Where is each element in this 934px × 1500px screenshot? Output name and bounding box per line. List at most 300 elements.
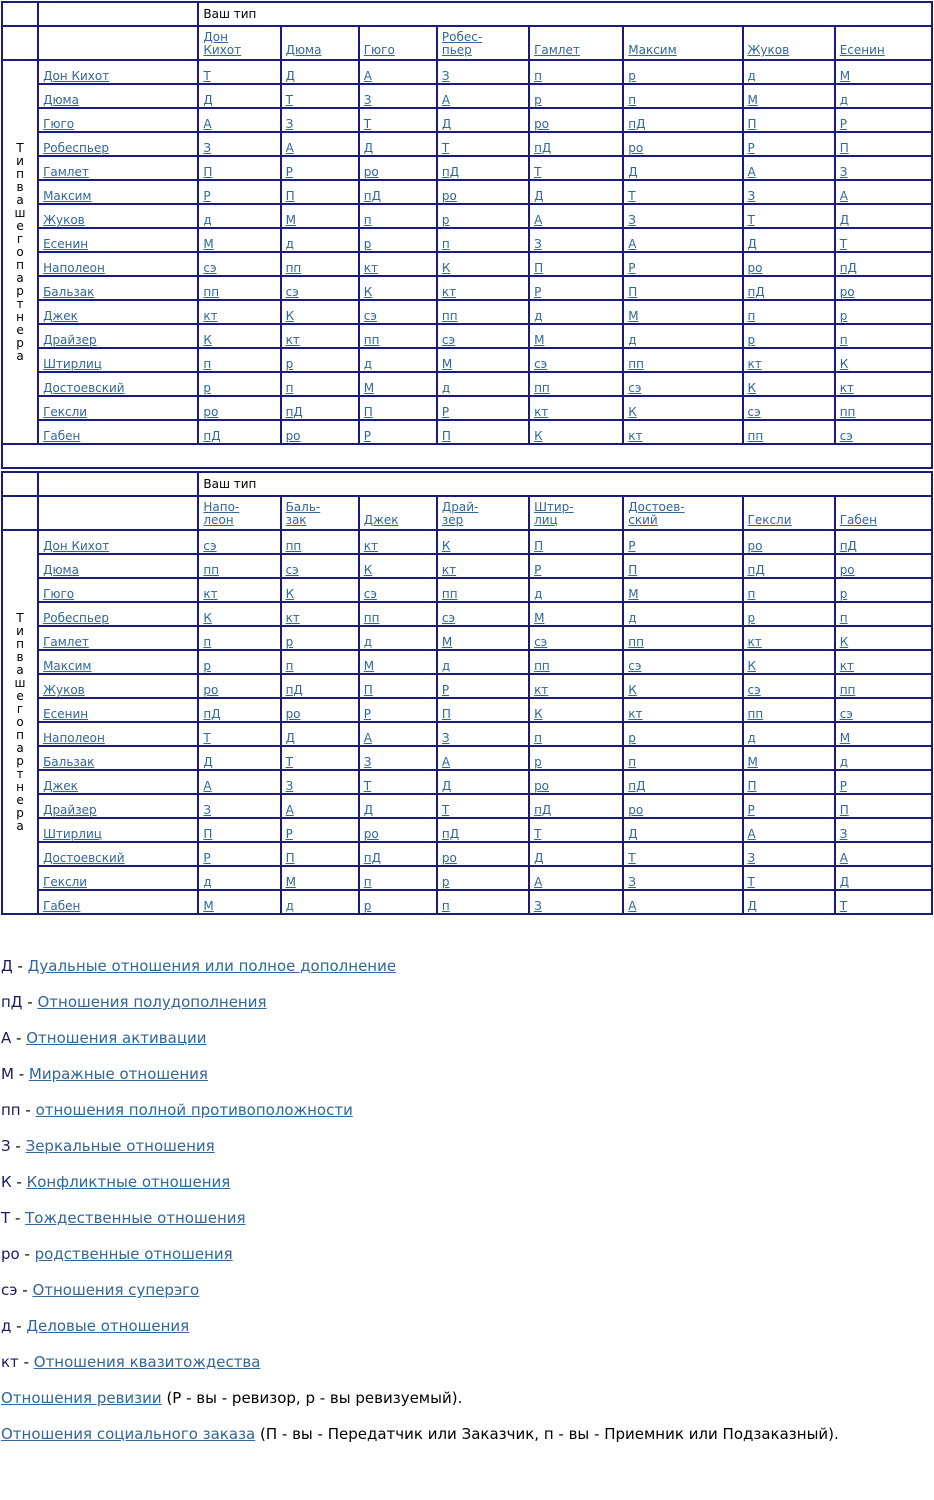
relation-link[interactable]: д	[441, 381, 451, 395]
relation-link[interactable]: ро	[628, 141, 644, 155]
relation-link[interactable]: ро	[441, 851, 457, 865]
relation-link[interactable]: Р	[628, 261, 636, 275]
legend-link[interactable]: Зеркальные отношения	[25, 1137, 215, 1155]
column-header-link[interactable]: Драй- зер	[441, 500, 479, 527]
relation-link[interactable]: пп	[628, 635, 644, 649]
relation-link[interactable]: М	[285, 875, 296, 889]
column-header-link[interactable]: Максим	[628, 43, 677, 57]
relation-link[interactable]: З	[363, 93, 372, 107]
relation-link[interactable]: З	[628, 875, 636, 889]
row-header-link[interactable]: Гюго	[43, 587, 75, 601]
relation-link[interactable]: Т	[363, 779, 372, 793]
relation-link[interactable]: А	[628, 899, 637, 913]
relation-link[interactable]: Т	[628, 189, 636, 203]
relation-link[interactable]: д	[628, 611, 637, 625]
relation-link[interactable]: П	[747, 117, 757, 131]
relation-link[interactable]: М	[839, 69, 851, 83]
row-header-link[interactable]: Жуков	[43, 213, 85, 227]
relation-link[interactable]: пД	[839, 261, 857, 275]
relation-link[interactable]: д	[839, 755, 848, 769]
relation-link[interactable]: М	[747, 93, 758, 107]
row-header-link[interactable]: Драйзер	[43, 333, 97, 347]
relation-link[interactable]: Т	[441, 141, 450, 155]
relation-link[interactable]: К	[839, 635, 849, 649]
relation-link[interactable]: пД	[203, 707, 221, 721]
relation-link[interactable]: Т	[747, 875, 755, 889]
relation-link[interactable]: пД	[285, 683, 303, 697]
relation-link[interactable]: сэ	[534, 635, 548, 649]
relation-link[interactable]: М	[441, 635, 453, 649]
relation-link[interactable]: р	[839, 587, 848, 601]
relation-link[interactable]: Д	[628, 165, 638, 179]
relation-link[interactable]: К	[203, 333, 212, 347]
relation-link[interactable]: пп	[534, 381, 550, 395]
relation-link[interactable]: сэ	[203, 539, 217, 553]
relation-link[interactable]: п	[628, 93, 637, 107]
relation-link[interactable]: пп	[203, 563, 220, 577]
relation-link[interactable]: Д	[534, 851, 544, 865]
relation-link[interactable]: А	[363, 69, 372, 83]
relation-link[interactable]: Р	[203, 851, 211, 865]
relation-link[interactable]: пД	[628, 779, 646, 793]
relation-link[interactable]: Р	[534, 563, 542, 577]
row-header-link[interactable]: Жуков	[43, 683, 85, 697]
relation-link[interactable]: п	[628, 755, 637, 769]
relation-link[interactable]: А	[363, 731, 372, 745]
relation-link[interactable]: П	[628, 563, 638, 577]
row-header-link[interactable]: Наполеон	[43, 261, 105, 275]
relation-link[interactable]: пД	[747, 285, 765, 299]
relation-link[interactable]: Т	[628, 851, 636, 865]
relation-link[interactable]: Т	[747, 213, 755, 227]
relation-link[interactable]: К	[628, 683, 637, 697]
relation-link[interactable]: Р	[441, 683, 450, 697]
relation-link[interactable]: п	[534, 731, 542, 745]
relation-link[interactable]: Т	[839, 237, 848, 251]
relation-link[interactable]: Р	[203, 189, 211, 203]
relation-link[interactable]: ро	[839, 563, 855, 577]
relation-link[interactable]: Р	[441, 405, 450, 419]
relation-link[interactable]: К	[747, 659, 757, 673]
relation-link[interactable]: К	[534, 429, 543, 443]
relation-link[interactable]: п	[203, 357, 212, 371]
relation-link[interactable]: М	[628, 309, 639, 323]
relation-link[interactable]: З	[441, 731, 450, 745]
relation-link[interactable]: А	[628, 237, 637, 251]
row-header-link[interactable]: Бальзак	[43, 285, 95, 299]
row-header-link[interactable]: Есенин	[43, 237, 89, 251]
relation-link[interactable]: К	[839, 357, 849, 371]
relation-link[interactable]: д	[747, 69, 756, 83]
row-header-link[interactable]: Бальзак	[43, 755, 95, 769]
relation-link[interactable]: З	[839, 827, 848, 841]
relation-link[interactable]: М	[285, 213, 296, 227]
relation-link[interactable]: Р	[363, 707, 371, 721]
relation-link[interactable]: П	[628, 285, 638, 299]
relation-link[interactable]: кт	[203, 587, 218, 601]
relation-link[interactable]: Д	[285, 731, 295, 745]
relation-link[interactable]: п	[839, 611, 848, 625]
legend-link[interactable]: Деловые отношения	[26, 1317, 190, 1335]
relation-link[interactable]: З	[534, 899, 542, 913]
relation-link[interactable]: П	[363, 683, 373, 697]
relation-link[interactable]: ро	[285, 707, 301, 721]
relation-link[interactable]: д	[363, 357, 373, 371]
relation-link[interactable]: сэ	[839, 707, 853, 721]
relation-link[interactable]: д	[363, 635, 373, 649]
relation-link[interactable]: Т	[363, 117, 372, 131]
legend-link[interactable]: родственные отношения	[34, 1245, 233, 1263]
relation-link[interactable]: д	[203, 875, 212, 889]
relation-link[interactable]: Д	[839, 875, 850, 889]
column-header-link[interactable]: Есенин	[839, 43, 885, 57]
relation-link[interactable]: р	[534, 755, 542, 769]
relation-link[interactable]: п	[534, 69, 542, 83]
relation-link[interactable]: К	[441, 539, 451, 553]
relation-link[interactable]: П	[534, 261, 544, 275]
relation-link[interactable]: Т	[203, 69, 211, 83]
relation-link[interactable]: сэ	[534, 357, 548, 371]
relation-link[interactable]: Т	[203, 731, 211, 745]
legend-link[interactable]: Отношения активации	[26, 1029, 207, 1047]
relation-link[interactable]: ро	[747, 261, 763, 275]
relation-link[interactable]: кт	[747, 357, 762, 371]
relation-link[interactable]: М	[628, 587, 639, 601]
column-header-link[interactable]: Напо- леон	[203, 500, 240, 527]
relation-link[interactable]: кт	[534, 405, 549, 419]
relation-link[interactable]: З	[363, 755, 372, 769]
relation-link[interactable]: кт	[839, 659, 854, 673]
relation-link[interactable]: М	[363, 381, 375, 395]
relation-link[interactable]: ро	[285, 429, 301, 443]
relation-link[interactable]: Д	[203, 755, 213, 769]
relation-link[interactable]: пп	[747, 707, 764, 721]
relation-link[interactable]: сэ	[628, 659, 642, 673]
relation-link[interactable]: П	[285, 189, 295, 203]
relation-link[interactable]: К	[628, 405, 637, 419]
row-header-link[interactable]: Максим	[43, 659, 92, 673]
relation-link[interactable]: кт	[628, 707, 643, 721]
relation-link[interactable]: П	[363, 405, 373, 419]
relation-link[interactable]: П	[839, 141, 849, 155]
relation-link[interactable]: кт	[441, 563, 457, 577]
relation-link[interactable]: Д	[363, 141, 374, 155]
row-header-link[interactable]: Дюма	[43, 93, 79, 107]
relation-link[interactable]: Т	[534, 827, 542, 841]
row-header-link[interactable]: Гексли	[43, 875, 88, 889]
relation-link[interactable]: З	[747, 851, 756, 865]
relation-link[interactable]: З	[203, 803, 212, 817]
relation-link[interactable]: ро	[628, 803, 644, 817]
relation-link[interactable]: Р	[534, 285, 542, 299]
relation-link[interactable]: пп	[839, 405, 856, 419]
column-header-link[interactable]: Достоев- ский	[628, 500, 685, 527]
relation-link[interactable]: кт	[285, 611, 300, 625]
relation-link[interactable]: п	[441, 899, 450, 913]
row-header-link[interactable]: Робеспьер	[43, 141, 109, 155]
relation-link[interactable]: ро	[747, 539, 763, 553]
relation-link[interactable]: кт	[285, 333, 300, 347]
relation-link[interactable]: п	[363, 875, 372, 889]
relation-link[interactable]: А	[203, 117, 212, 131]
relation-link[interactable]: А	[203, 779, 212, 793]
relation-link[interactable]: д	[628, 333, 637, 347]
relation-link[interactable]: З	[628, 213, 636, 227]
row-header-link[interactable]: Дон Кихот	[43, 69, 110, 83]
relation-link[interactable]: П	[747, 779, 757, 793]
legend-link[interactable]: Отношения квазитождества	[33, 1353, 261, 1371]
relation-link[interactable]: кт	[747, 635, 762, 649]
social-order-note-link[interactable]: Отношения социального заказа	[1, 1425, 256, 1443]
relation-link[interactable]: А	[534, 875, 543, 889]
relation-link[interactable]: д	[285, 237, 294, 251]
relation-link[interactable]: Д	[628, 827, 638, 841]
relation-link[interactable]: пД	[203, 429, 221, 443]
relation-link[interactable]: К	[747, 381, 757, 395]
relation-link[interactable]: ро	[363, 165, 379, 179]
legend-link[interactable]: Конфликтные отношения	[26, 1173, 231, 1191]
relation-link[interactable]: пД	[363, 189, 381, 203]
relation-link[interactable]: п	[441, 237, 450, 251]
relation-link[interactable]: кт	[363, 261, 378, 275]
relation-link[interactable]: пп	[747, 429, 764, 443]
column-header-link[interactable]: Гамлет	[534, 43, 580, 57]
row-header-link[interactable]: Достоевский	[43, 381, 125, 395]
relation-link[interactable]: пп	[285, 261, 302, 275]
relation-link[interactable]: д	[203, 213, 212, 227]
relation-link[interactable]: п	[747, 309, 756, 323]
relation-link[interactable]: К	[203, 611, 212, 625]
relation-link[interactable]: М	[441, 357, 453, 371]
relation-link[interactable]: М	[534, 333, 545, 347]
relation-link[interactable]: пД	[628, 117, 646, 131]
relation-link[interactable]: р	[441, 875, 450, 889]
relation-link[interactable]: К	[441, 261, 451, 275]
row-header-link[interactable]: Штирлиц	[43, 357, 102, 371]
relation-link[interactable]: А	[441, 93, 451, 107]
relation-link[interactable]: р	[285, 357, 294, 371]
legend-link[interactable]: Отношения полудополнения	[37, 993, 267, 1011]
row-header-link[interactable]: Штирлиц	[43, 827, 102, 841]
relation-link[interactable]: П	[203, 165, 213, 179]
relation-link[interactable]: М	[203, 237, 214, 251]
relation-link[interactable]: д	[747, 731, 756, 745]
relation-link[interactable]: Р	[628, 539, 636, 553]
relation-link[interactable]: сэ	[839, 429, 853, 443]
row-header-link[interactable]: Дон Кихот	[43, 539, 110, 553]
relation-link[interactable]: р	[203, 381, 212, 395]
relation-link[interactable]: А	[747, 165, 756, 179]
relation-link[interactable]: М	[534, 611, 545, 625]
relation-link[interactable]: П	[839, 803, 849, 817]
relation-link[interactable]: кт	[839, 381, 854, 395]
relation-link[interactable]: Т	[534, 165, 542, 179]
relation-link[interactable]: П	[534, 539, 544, 553]
relation-link[interactable]: К	[285, 309, 295, 323]
relation-link[interactable]: пп	[441, 587, 458, 601]
relation-link[interactable]: кт	[534, 683, 549, 697]
relation-link[interactable]: М	[203, 899, 214, 913]
row-header-link[interactable]: Достоевский	[43, 851, 125, 865]
relation-link[interactable]: сэ	[441, 333, 456, 347]
relation-link[interactable]: П	[441, 707, 451, 721]
relation-link[interactable]: Д	[747, 899, 757, 913]
revision-note-link[interactable]: Отношения ревизии	[1, 1389, 162, 1407]
relation-link[interactable]: сэ	[628, 381, 642, 395]
relation-link[interactable]: пп	[534, 659, 550, 673]
row-header-link[interactable]: Гамлет	[43, 635, 89, 649]
relation-link[interactable]: З	[441, 69, 450, 83]
relation-link[interactable]: сэ	[363, 309, 377, 323]
relation-link[interactable]: А	[839, 851, 848, 865]
relation-link[interactable]: р	[363, 899, 372, 913]
relation-link[interactable]: А	[534, 213, 543, 227]
row-header-link[interactable]: Джек	[43, 779, 78, 793]
relation-link[interactable]: сэ	[285, 285, 299, 299]
relation-link[interactable]: Д	[363, 803, 374, 817]
row-header-link[interactable]: Максим	[43, 189, 92, 203]
relation-link[interactable]: З	[285, 779, 294, 793]
relation-link[interactable]: п	[285, 659, 294, 673]
relation-link[interactable]: пп	[285, 539, 302, 553]
relation-link[interactable]: А	[839, 189, 848, 203]
relation-link[interactable]: Д	[839, 213, 850, 227]
relation-link[interactable]: п	[747, 587, 756, 601]
relation-link[interactable]: Р	[839, 117, 847, 131]
relation-link[interactable]: П	[285, 851, 295, 865]
relation-link[interactable]: р	[747, 611, 756, 625]
relation-link[interactable]: ро	[441, 189, 457, 203]
relation-link[interactable]: З	[839, 165, 848, 179]
relation-link[interactable]: К	[363, 285, 373, 299]
relation-link[interactable]: Т	[285, 755, 293, 769]
row-header-link[interactable]: Наполеон	[43, 731, 105, 745]
relation-link[interactable]: р	[534, 93, 542, 107]
relation-link[interactable]: р	[441, 213, 450, 227]
relation-link[interactable]: кт	[363, 539, 378, 553]
relation-link[interactable]: М	[363, 659, 375, 673]
relation-link[interactable]: пп	[628, 357, 644, 371]
relation-link[interactable]: К	[285, 587, 295, 601]
relation-link[interactable]: Д	[441, 117, 452, 131]
relation-link[interactable]: р	[203, 659, 212, 673]
relation-link[interactable]: пп	[363, 611, 380, 625]
legend-link[interactable]: Тождественные отношения	[25, 1209, 246, 1227]
relation-link[interactable]: п	[203, 635, 212, 649]
legend-link[interactable]: отношения полной противоположности	[35, 1101, 353, 1119]
relation-link[interactable]: сэ	[747, 405, 761, 419]
relation-link[interactable]: кт	[441, 285, 457, 299]
relation-link[interactable]: ро	[363, 827, 379, 841]
relation-link[interactable]: п	[839, 333, 848, 347]
legend-link[interactable]: Отношения суперэго	[32, 1281, 200, 1299]
relation-link[interactable]: Д	[747, 237, 757, 251]
relation-link[interactable]: Р	[747, 803, 755, 817]
relation-link[interactable]: З	[203, 141, 212, 155]
column-header-link[interactable]: Гексли	[747, 513, 792, 527]
relation-link[interactable]: р	[628, 731, 636, 745]
relation-link[interactable]: пД	[441, 165, 460, 179]
relation-link[interactable]: р	[747, 333, 756, 347]
relation-link[interactable]: Т	[285, 93, 293, 107]
relation-link[interactable]: пД	[363, 851, 381, 865]
relation-link[interactable]: М	[839, 731, 851, 745]
relation-link[interactable]: п	[285, 381, 294, 395]
relation-link[interactable]: сэ	[747, 683, 761, 697]
relation-link[interactable]: Д	[534, 189, 544, 203]
relation-link[interactable]: А	[441, 755, 451, 769]
relation-link[interactable]: д	[839, 93, 848, 107]
row-header-link[interactable]: Есенин	[43, 707, 89, 721]
column-header-link[interactable]: Робес- пьер	[441, 30, 483, 57]
relation-link[interactable]: ро	[534, 117, 550, 131]
column-header-link[interactable]: Штир- лиц	[534, 500, 574, 527]
column-header-link[interactable]: Баль- зак	[285, 500, 321, 527]
relation-link[interactable]: сэ	[285, 563, 299, 577]
relation-link[interactable]: д	[441, 659, 451, 673]
relation-link[interactable]: ро	[839, 285, 855, 299]
row-header-link[interactable]: Габен	[43, 899, 81, 913]
relation-link[interactable]: ро	[534, 779, 550, 793]
column-header-link[interactable]: Дон Кихот	[203, 30, 242, 57]
relation-link[interactable]: кт	[203, 309, 218, 323]
row-header-link[interactable]: Робеспьер	[43, 611, 109, 625]
relation-link[interactable]: пп	[441, 309, 458, 323]
relation-link[interactable]: р	[628, 69, 636, 83]
row-header-link[interactable]: Габен	[43, 429, 81, 443]
relation-link[interactable]: пД	[534, 803, 552, 817]
legend-link[interactable]: Миражные отношения	[28, 1065, 208, 1083]
column-header-link[interactable]: Габен	[839, 513, 877, 527]
relation-link[interactable]: Д	[441, 779, 452, 793]
relation-link[interactable]: сэ	[441, 611, 456, 625]
relation-link[interactable]: К	[363, 563, 373, 577]
relation-link[interactable]: п	[363, 213, 372, 227]
row-header-link[interactable]: Драйзер	[43, 803, 97, 817]
relation-link[interactable]: д	[534, 309, 543, 323]
relation-link[interactable]: А	[747, 827, 756, 841]
column-header-link[interactable]: Жуков	[747, 43, 790, 57]
relation-link[interactable]: ро	[203, 683, 219, 697]
relation-link[interactable]: Т	[441, 803, 450, 817]
relation-link[interactable]: Р	[363, 429, 371, 443]
relation-link[interactable]: З	[285, 117, 294, 131]
relation-link[interactable]: З	[747, 189, 756, 203]
relation-link[interactable]: пД	[285, 405, 303, 419]
relation-link[interactable]: П	[203, 827, 213, 841]
relation-link[interactable]: пД	[839, 539, 857, 553]
relation-link[interactable]: Р	[285, 165, 293, 179]
row-header-link[interactable]: Гюго	[43, 117, 75, 131]
relation-link[interactable]: Д	[285, 69, 295, 83]
relation-link[interactable]: пД	[534, 141, 552, 155]
row-header-link[interactable]: Гамлет	[43, 165, 89, 179]
column-header-link[interactable]: Дюма	[285, 43, 322, 57]
relation-link[interactable]: А	[285, 141, 294, 155]
relation-link[interactable]: П	[441, 429, 451, 443]
row-header-link[interactable]: Гексли	[43, 405, 88, 419]
relation-link[interactable]: р	[285, 635, 294, 649]
row-header-link[interactable]: Джек	[43, 309, 78, 323]
relation-link[interactable]: Р	[747, 141, 755, 155]
relation-link[interactable]: пп	[363, 333, 380, 347]
relation-link[interactable]: д	[285, 899, 294, 913]
relation-link[interactable]: З	[534, 237, 542, 251]
relation-link[interactable]: пД	[441, 827, 460, 841]
column-header-link[interactable]: Гюго	[363, 43, 395, 57]
relation-link[interactable]: Р	[839, 779, 847, 793]
column-header-link[interactable]: Джек	[363, 513, 399, 527]
